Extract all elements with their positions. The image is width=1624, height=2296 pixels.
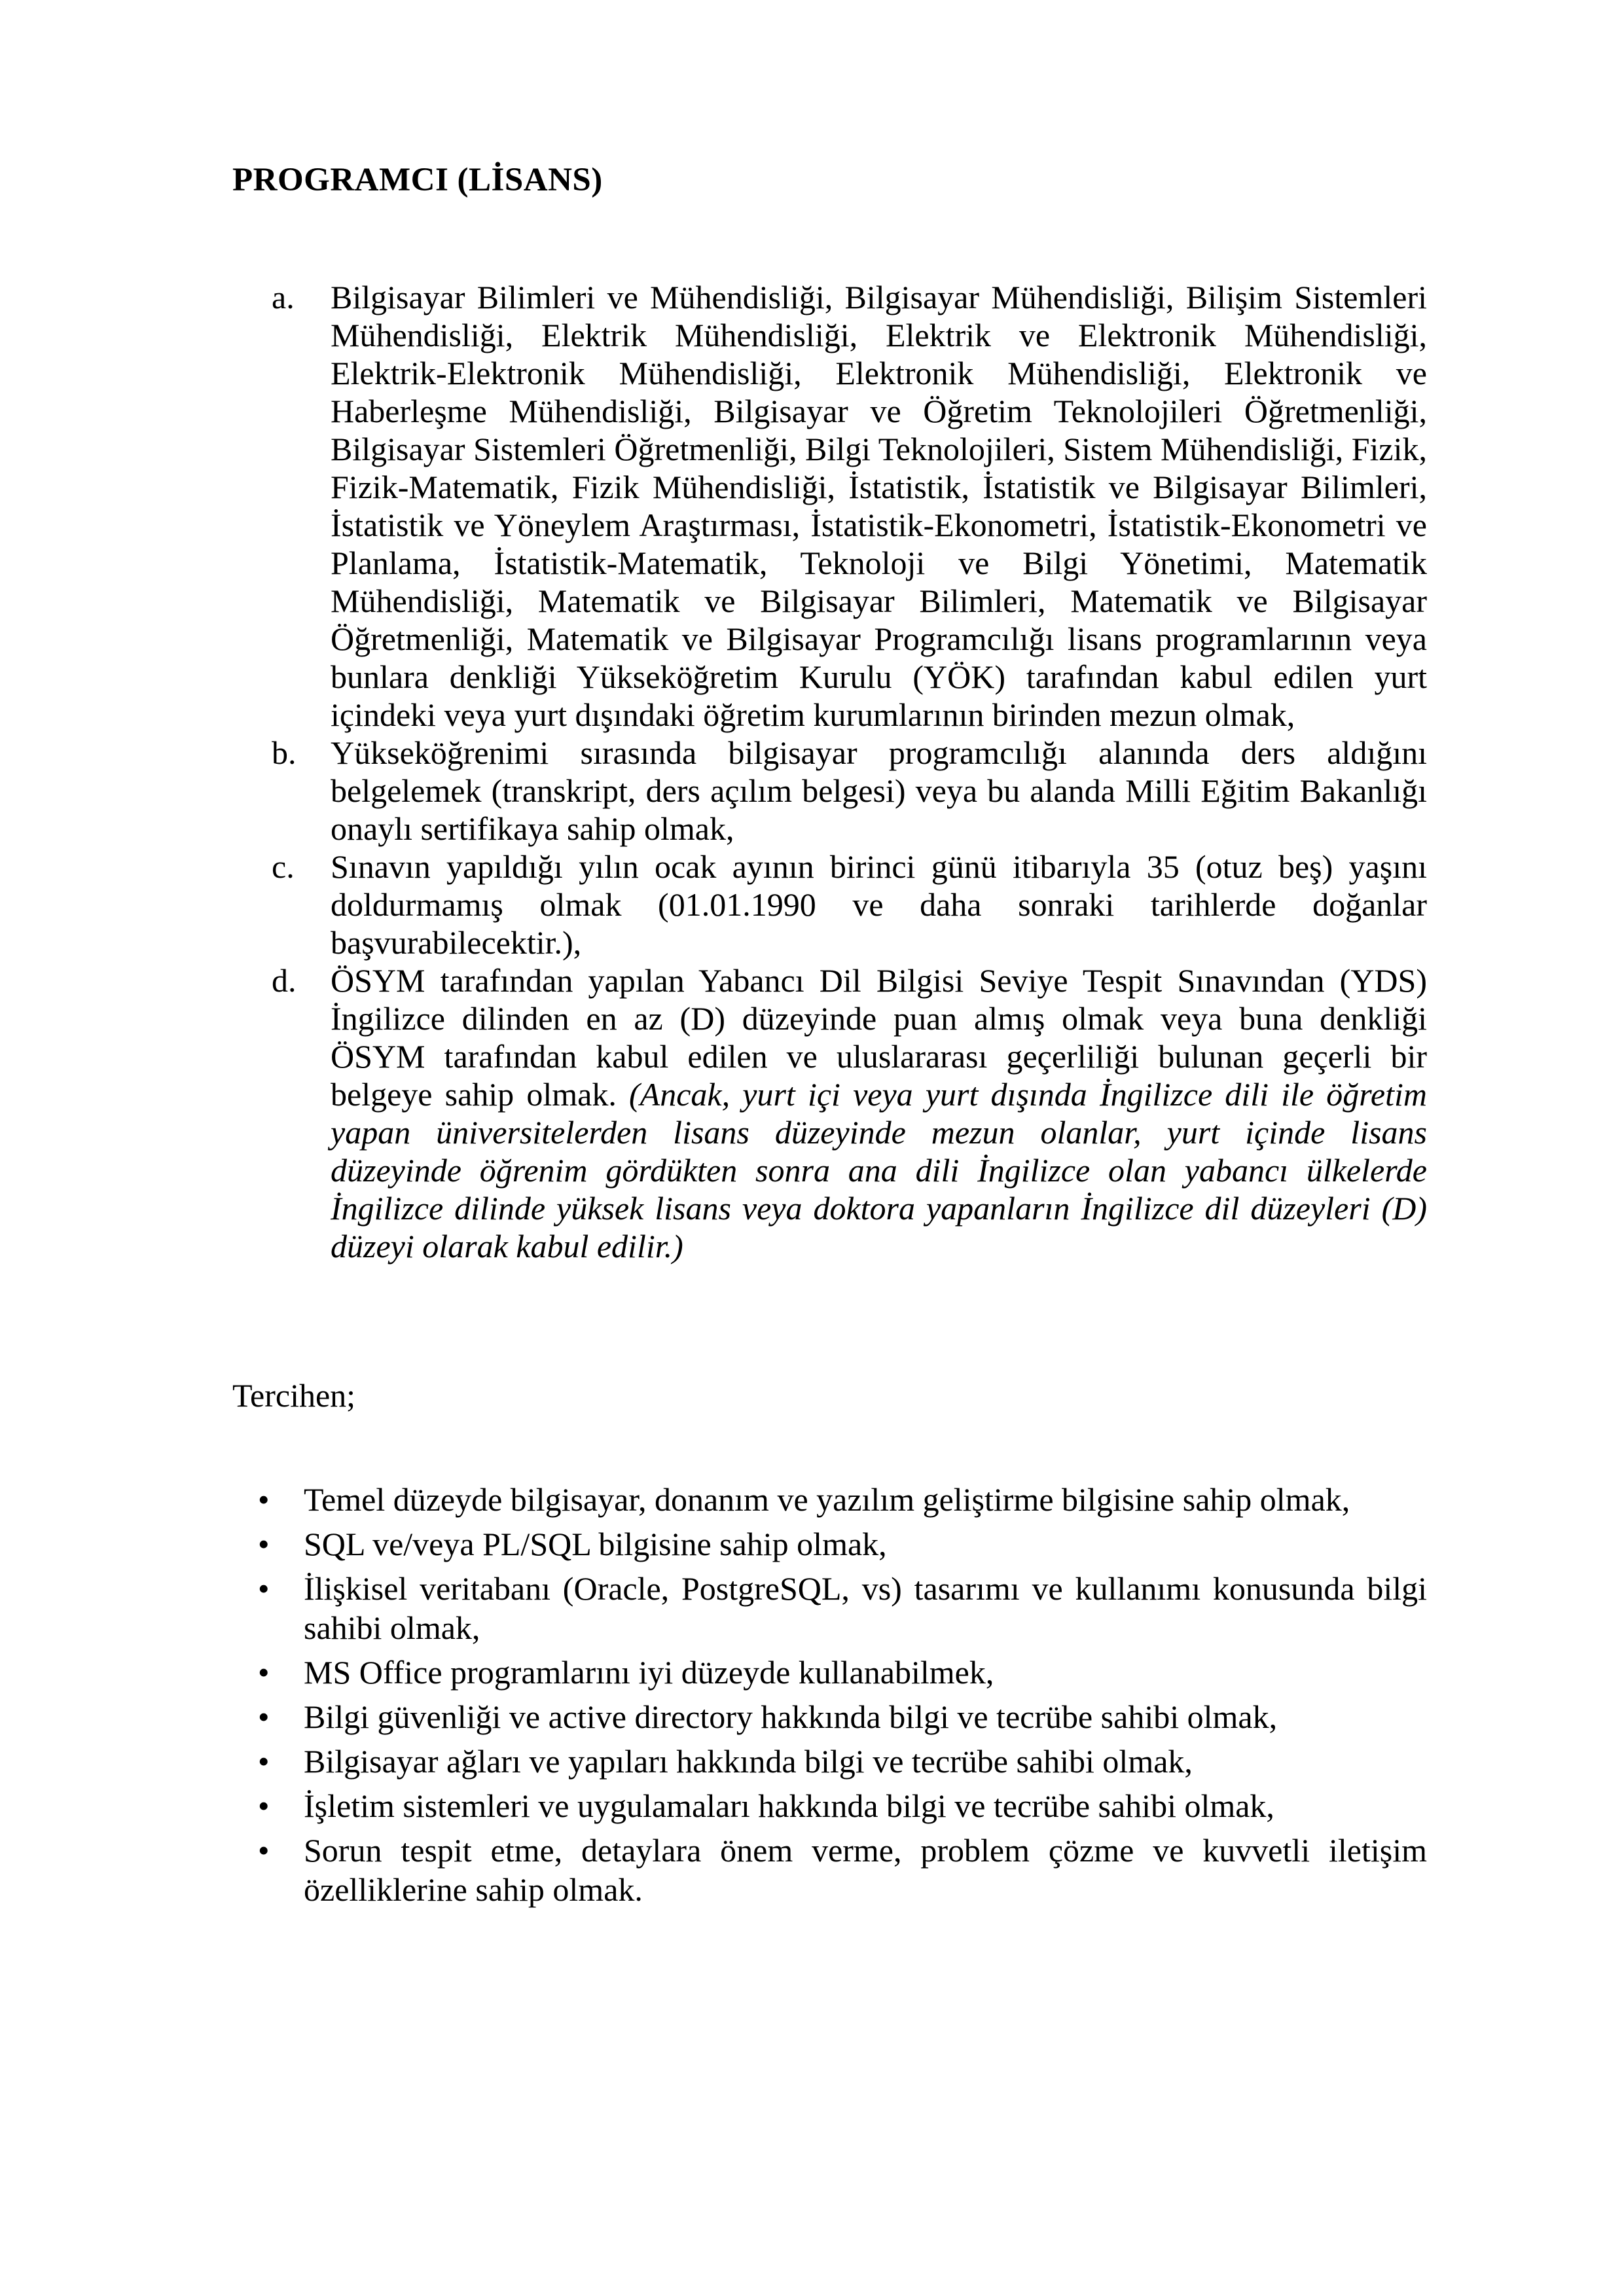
- requirement-item-b: [232, 734, 1427, 848]
- requirement-text-normal: Bilgisayar Bilimleri ve Mühendisliği, Bilgisayar Mühendisliği, Bilişim Sistemleri Mühendisliği, Elektrik Mühendisliği, Elektrik ve Elektronik Mühendisliği, Elektrik-Elektronik Mühendisliği, Elektronik Mühendisliği, Elektronik ve Haberleşme Mühendisliği, Bilgisayar ve Öğretim Teknolojileri Öğretmenliği, Bilgisayar Sistemleri Öğretmenliği, Bilgi Teknolojileri, Sistem Mühendisliği, Fizik, Fizik-Matematik, Fizik Mühendisliği, İstatistik, İstatistik ve Bilgisayar Bilimleri, İstatistik ve Yöneylem Araştırması, İstatistik-Ekonometri, İstatistik-Ekonometri ve Planlama, İstatistik-Matematik, Teknoloji ve Bilgi Yönetimi, Matematik Mühendisliği, Matematik ve Bilgisayar Bilimleri, Matematik ve Bilgisayar Öğretmenliği, Matematik ve Bilgisayar Programcılığı lisans programlarının veya bunlara denkliği Yükseköğretim Kurulu (YÖK) tarafından kabul edilen yurt içindeki veya yurt dışındaki öğretim kurumlarının birinden mezun olmak,: [331, 279, 1427, 733]
- preferred-item: [232, 1653, 1427, 1692]
- preferred-item: [232, 1742, 1427, 1781]
- bullet-marker: •: [258, 1481, 270, 1518]
- requirement-marker: a.: [272, 279, 295, 315]
- preferred-item-text: İşletim sistemleri ve uygulamaları hakkında bilgi ve tecrübe sahibi olmak,: [304, 1787, 1274, 1824]
- requirement-marker: c.: [272, 848, 295, 885]
- preferred-item-text: Bilgi güvenliği ve active directory hakkında bilgi ve tecrübe sahibi olmak,: [304, 1698, 1278, 1735]
- requirement-text: [331, 848, 1427, 961]
- bullet-marker: •: [258, 1743, 270, 1780]
- preferred-item: [232, 1524, 1427, 1564]
- bullet-marker: •: [258, 1570, 270, 1607]
- preferred-list: [232, 1480, 1427, 1909]
- requirement-text: [331, 278, 1427, 734]
- preferred-item: [232, 1480, 1427, 1519]
- requirement-text: [331, 734, 1427, 848]
- preferred-item-text: Sorun tespit etme, detaylara önem verme, problem çözme ve kuvvetli iletişim özelliklerine sahip olmak.: [304, 1832, 1427, 1908]
- requirement-text-normal: Yükseköğrenimi sırasında bilgisayar programcılığı alanında ders aldığını belgelemek (transkript, ders açılım belgesi) veya bu alanda Milli Eğitim Bakanlığı onaylı sertifikaya sahip olmak,: [331, 734, 1427, 847]
- preferred-item-text: Bilgisayar ağları ve yapıları hakkında bilgi ve tecrübe sahibi olmak,: [304, 1743, 1193, 1780]
- requirements-list: [232, 278, 1427, 1265]
- requirement-text: [331, 961, 1427, 1265]
- bullet-marker: •: [258, 1832, 270, 1869]
- bullet-marker: •: [258, 1787, 270, 1824]
- document-title: PROGRAMCI (LİSANS): [232, 162, 603, 198]
- preferred-item: [232, 1569, 1427, 1647]
- requirement-item-a: [232, 278, 1427, 734]
- requirement-text-italic: (Ancak, yurt içi veya yurt dışında İngilizce dili ile öğretim yapan üniversitelerden lisans düzeyinde mezun olanlar, yurt içinde lisans düzeyinde öğrenim gördükten sonra ana dili İngilizce olan yabancı ülkelerde İngilizce dilinde yüksek lisans veya doktora yapanların İngilizce dil düzeyleri (D) düzeyi olarak kabul edilir.): [331, 1076, 1427, 1265]
- preferred-item-text: İlişkisel veritabanı (Oracle, PostgreSQL, vs) tasarımı ve kullanımı konusunda bilgi sahibi olmak,: [304, 1570, 1427, 1646]
- bullet-marker: •: [258, 1526, 270, 1562]
- requirement-item-d: [232, 961, 1427, 1265]
- bullet-marker: •: [258, 1654, 270, 1691]
- preferred-item: [232, 1697, 1427, 1736]
- requirement-marker: b.: [272, 734, 297, 771]
- preferred-item-text: SQL ve/veya PL/SQL bilgisine sahip olmak,: [304, 1526, 887, 1562]
- preferred-item: [232, 1831, 1427, 1909]
- bullet-marker: •: [258, 1698, 270, 1735]
- preferred-item-text: MS Office programlarını iyi düzeyde kullanabilmek,: [304, 1654, 994, 1691]
- requirement-text-normal: ÖSYM tarafından yapılan Yabancı Dil Bilgisi Seviye Tespit Sınavından (YDS) İngilizce dilinden en az (D) düzeyinde puan almış olmak veya buna denkliği ÖSYM tarafından kabul edilen ve uluslararası geçerliliği bulunan geçerli bir belgeye sahip olmak.: [331, 962, 1427, 1113]
- preferred-item: [232, 1786, 1427, 1825]
- requirement-text-normal: Sınavın yapıldığı yılın ocak ayının birinci günü itibarıyla 35 (otuz beş) yaşını doldurmamış olmak (01.01.1990 ve daha sonraki tarihlerde doğanlar başvurabilecektir.),: [331, 848, 1427, 961]
- requirement-item-c: [232, 848, 1427, 961]
- preferred-heading: Tercihen;: [232, 1377, 356, 1414]
- requirement-marker: d.: [272, 962, 297, 999]
- preferred-item-text: Temel düzeyde bilgisayar, donanım ve yazılım geliştirme bilgisine sahip olmak,: [304, 1481, 1350, 1518]
